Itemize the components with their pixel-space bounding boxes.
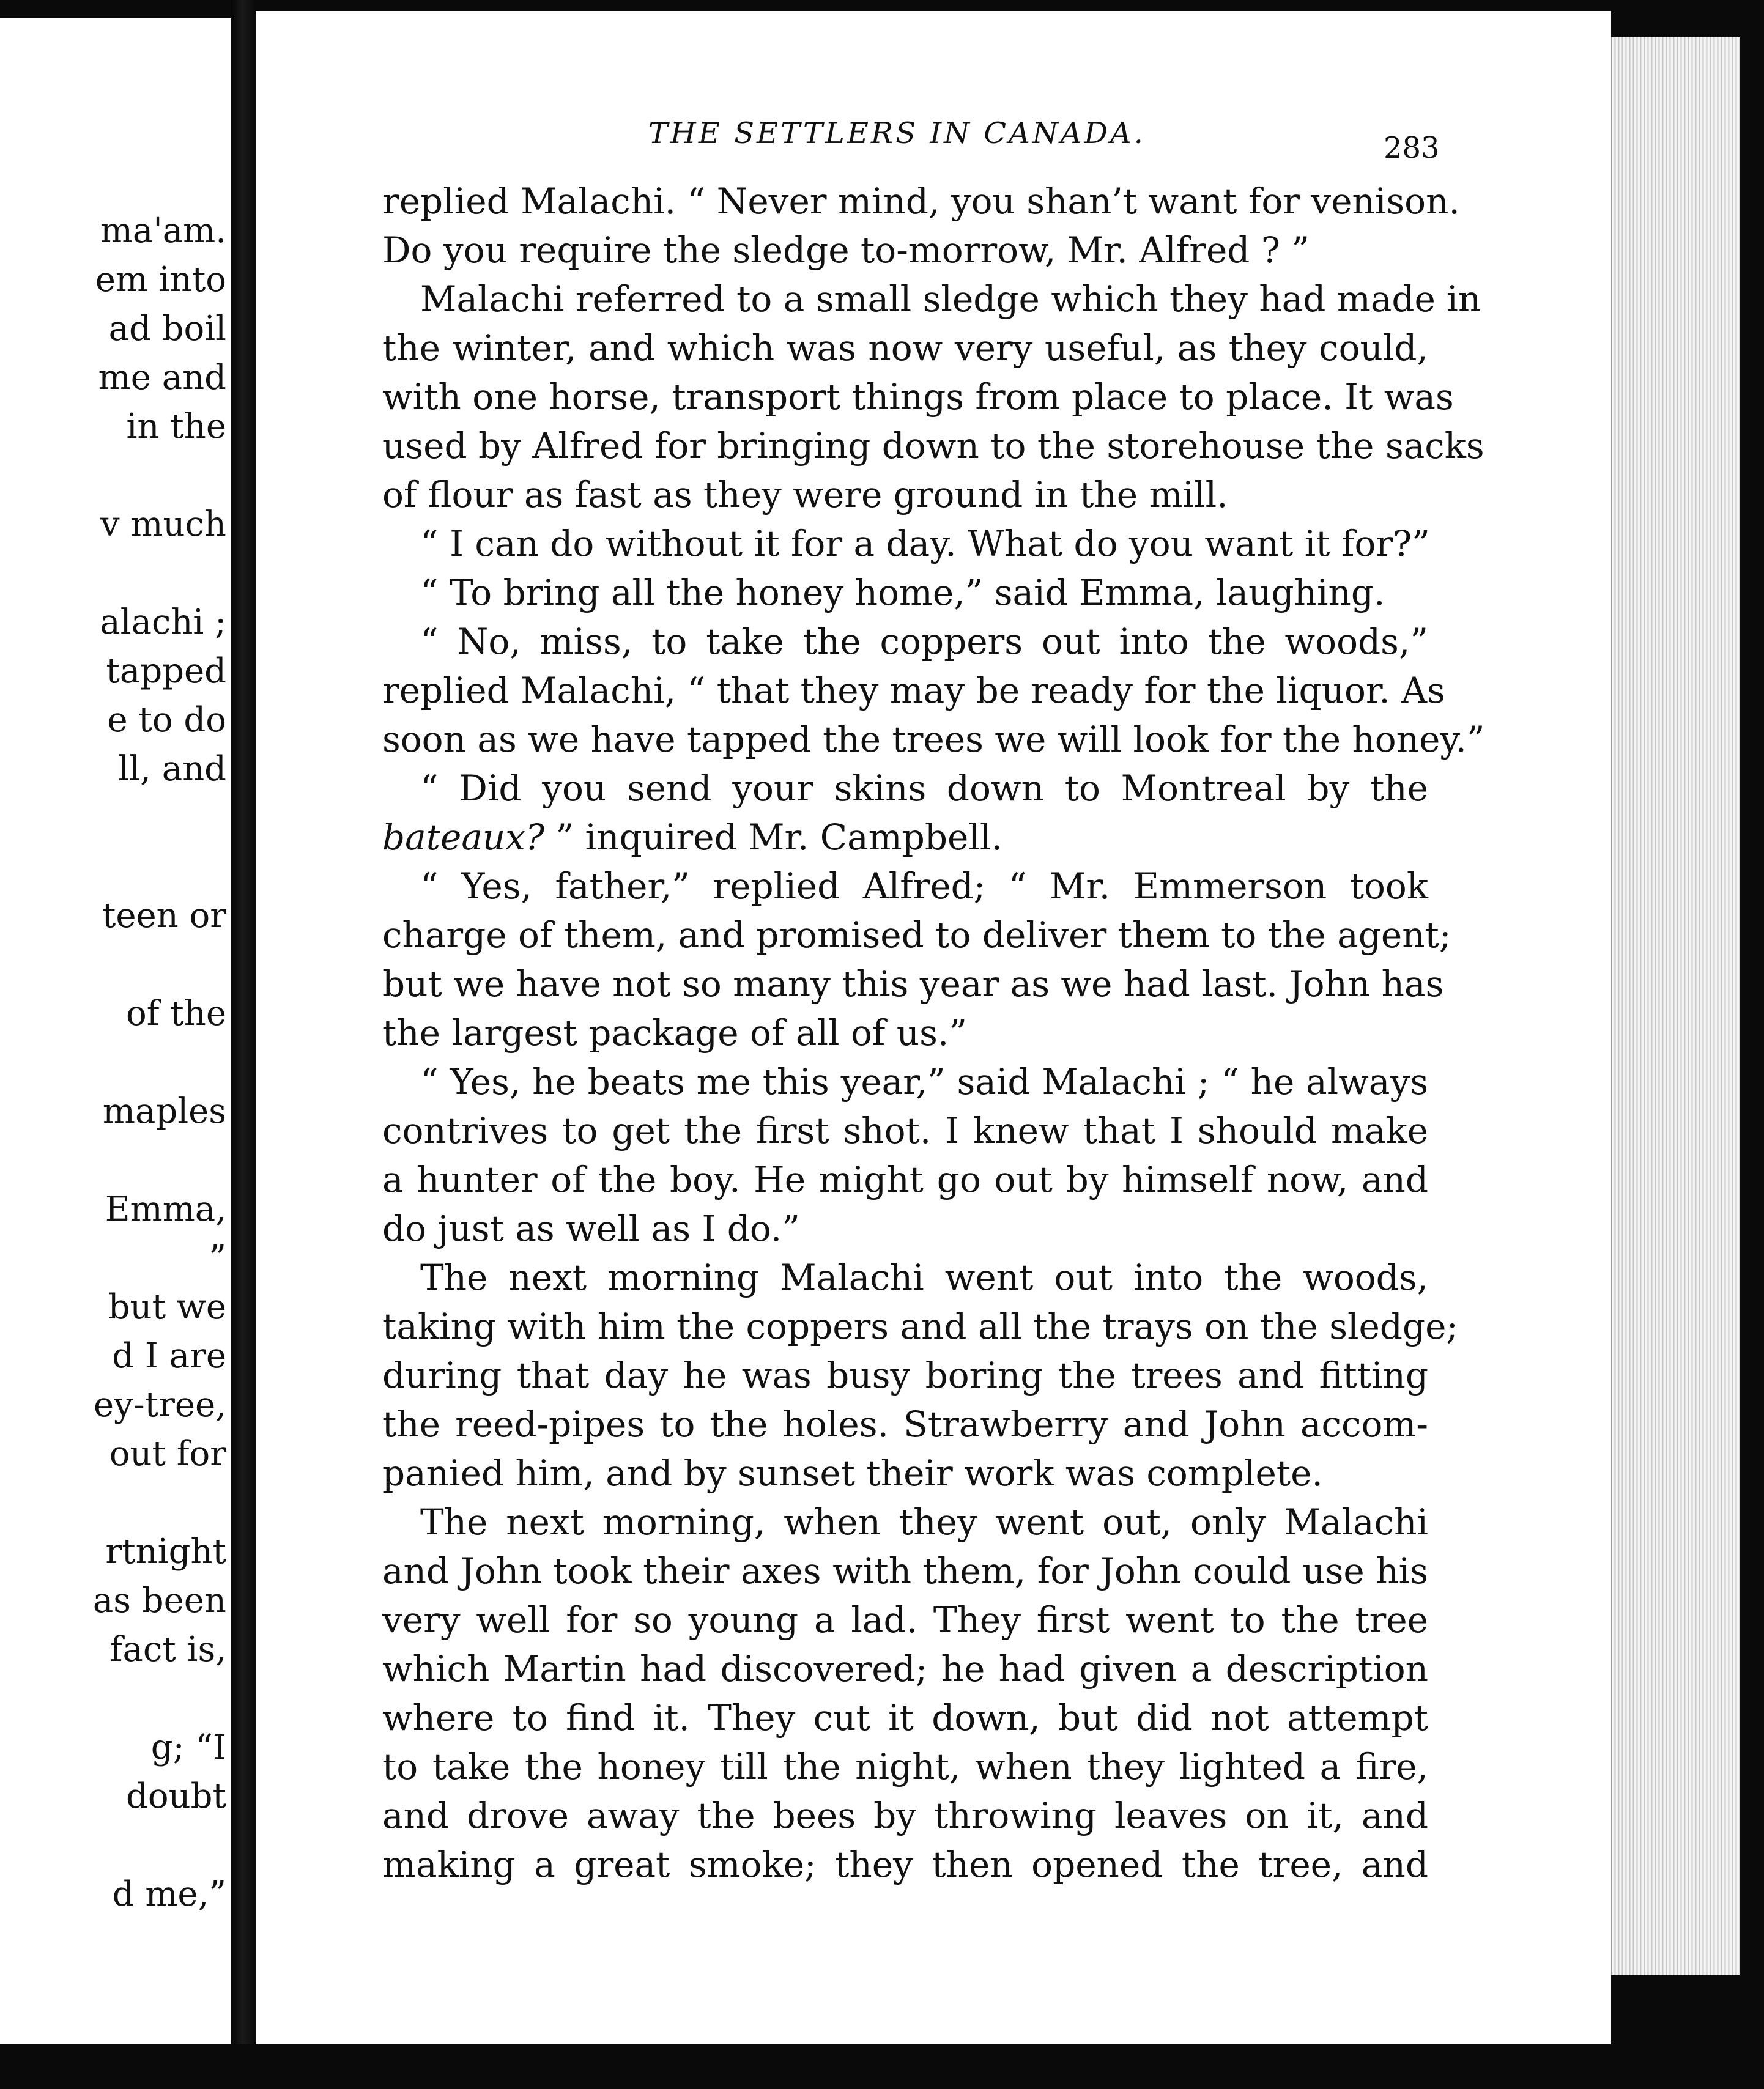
text-line: which Martin had discovered; he had given a description <box>382 1648 1428 1690</box>
left-fragment: Emma, <box>105 1189 226 1229</box>
left-fragment: teen or <box>102 896 226 936</box>
text-line: where to find it. They cut it down, but did not attempt <box>382 1697 1428 1739</box>
left-fragment: fact is, <box>109 1630 226 1669</box>
text-line: do just as well as I do.” <box>382 1208 800 1249</box>
book-gutter <box>231 0 256 2089</box>
page-number: 283 <box>1384 131 1440 165</box>
left-fragment: as been <box>92 1581 226 1621</box>
running-head: THE SETTLERS IN CANADA. <box>648 116 1146 150</box>
text-line: the reed-pipes to the holes. Strawberry and John accom- <box>382 1403 1428 1445</box>
text-line: “ Did you send your skins down to Montreal by the <box>420 767 1428 809</box>
left-fragment: ma'am. <box>100 211 226 251</box>
left-fragment: alachi ; <box>100 602 226 642</box>
text-line: Do you require the sledge to-morrow, Mr. Alfred ? ” <box>382 229 1310 271</box>
left-fragment: d me,” <box>112 1874 226 1914</box>
text-line: and drove away the bees by throwing leaves on it, and <box>382 1795 1428 1836</box>
left-fragment: rtnight <box>105 1532 226 1572</box>
left-fragment: tapped <box>106 651 226 691</box>
text-line: “ Yes, he beats me this year,” said Malachi ; “ he always <box>420 1061 1428 1103</box>
text-line: and John took their axes with them, for John could use his <box>382 1550 1428 1592</box>
text-line: very well for so young a lad. They first went to the tree <box>382 1599 1428 1641</box>
text-line: charge of them, and promised to deliver them to the agent; <box>382 914 1451 956</box>
text-line: a hunter of the boy. He might go out by himself now, and <box>382 1159 1428 1200</box>
text-line: replied Malachi, “ that they may be ready for the liquor. As <box>382 670 1445 711</box>
left-fragment: doubt <box>126 1777 226 1816</box>
text-line: The next morning, when they went out, only Malachi <box>420 1501 1428 1543</box>
text-line: to take the honey till the night, when they lighted a fire, <box>382 1746 1428 1788</box>
text-line: panied him, and by sunset their work was complete. <box>382 1452 1323 1494</box>
text-line: used by Alfred for bringing down to the storehouse the sacks <box>382 425 1484 467</box>
left-fragment: d I are <box>112 1336 226 1376</box>
left-fragment: e to do <box>107 700 226 740</box>
left-fragment: g; “I <box>150 1728 226 1767</box>
text-line: during that day he was busy boring the trees and fitting <box>382 1355 1428 1396</box>
text-line: with one horse, transport things from place to place. It was <box>382 376 1454 418</box>
text-line: Malachi referred to a small sledge which they had made in <box>420 278 1481 320</box>
left-fragment: of the <box>126 994 226 1033</box>
left-fragment: em into <box>95 260 226 300</box>
text-line: taking with him the coppers and all the trays on the sledge; <box>382 1306 1458 1347</box>
text-line: “ To bring all the honey home,” said Emma, laughing. <box>420 572 1385 613</box>
italic-word: bateaux? <box>382 816 545 858</box>
left-fragment: but we <box>108 1287 226 1327</box>
text-line: making a great smoke; they then opened the tree, and <box>382 1844 1428 1885</box>
left-page <box>0 18 231 2049</box>
left-fragment: in the <box>126 407 226 446</box>
text-line: soon as we have tapped the trees we will look for the honey.” <box>382 719 1485 760</box>
text-line: but we have not so many this year as we had last. John has <box>382 963 1444 1005</box>
left-fragment: maples <box>102 1092 226 1131</box>
left-fragment: ey-tree, <box>93 1385 226 1425</box>
text-line: the largest package of all of us.” <box>382 1012 968 1054</box>
left-fragment: me and <box>98 358 226 397</box>
text-line: the winter, and which was now very useful, as they could, <box>382 327 1428 369</box>
left-fragment: v much <box>100 505 226 544</box>
background-edge <box>1740 0 1764 2089</box>
text-line: “ Yes, father,” replied Alfred; “ Mr. Emmerson took <box>420 865 1428 907</box>
text-line: “ I can do without it for a day. What do you want it for?” <box>420 523 1430 564</box>
left-fragment: ” <box>209 1238 226 1278</box>
left-fragment: ad boil <box>108 309 226 349</box>
text-line: contrives to get the first shot. I knew that I should make <box>382 1110 1428 1152</box>
page-edges <box>1611 37 1741 1975</box>
background-bottom <box>0 2044 1764 2089</box>
text-line: The next morning Malachi went out into the woods, <box>420 1257 1428 1298</box>
text-line: bateaux? ” inquired Mr. Campbell. <box>382 816 1002 858</box>
text-line: of flour as fast as they were ground in the mill. <box>382 474 1228 516</box>
text-line: replied Malachi. “ Never mind, you shan’t want for venison. <box>382 180 1460 222</box>
left-fragment: out for <box>109 1434 226 1474</box>
text-line: “ No, miss, to take the coppers out into the woods,” <box>420 621 1428 662</box>
left-fragment: ll, and <box>118 749 226 789</box>
